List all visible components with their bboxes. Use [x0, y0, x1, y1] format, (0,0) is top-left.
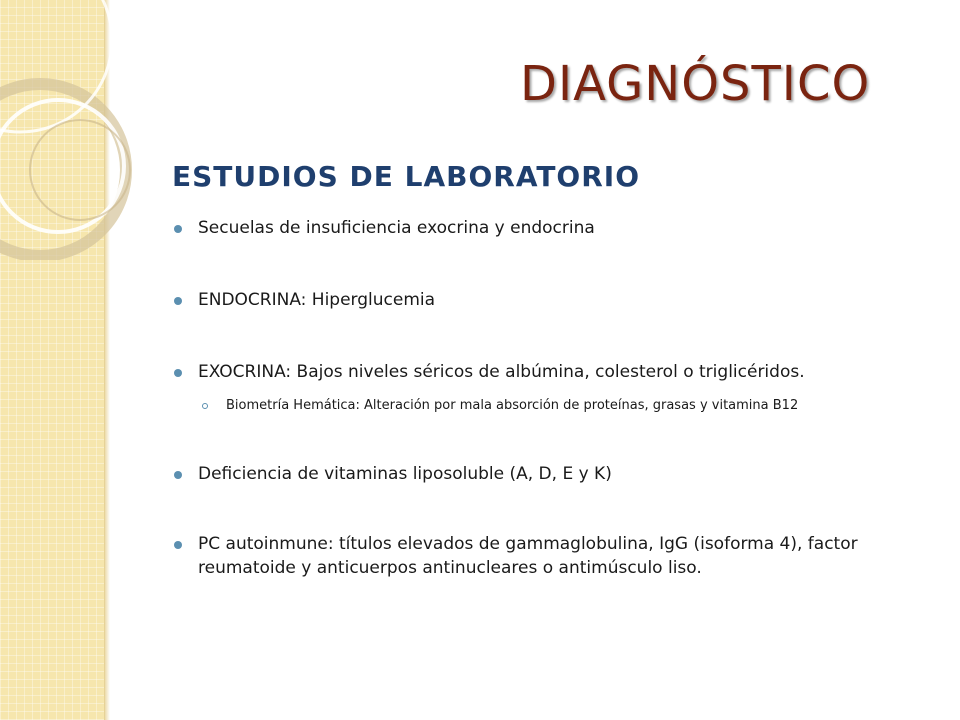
filled-circle-bullet-icon — [174, 369, 182, 377]
bullet-text: Deficiencia de vitaminas liposoluble (A, D, E y K) — [198, 464, 612, 484]
slide-title: DIAGNÓSTICO — [520, 56, 871, 112]
hollow-circle-bullet-icon — [202, 403, 208, 409]
sub-list-item — [200, 396, 798, 416]
section-subtitle: ESTUDIOS DE LABORATORIO — [172, 160, 641, 193]
sub-bullet-text: Biometría Hemática: Alteración por mala absorción de proteínas, grasas y vitamina B12 — [226, 398, 799, 413]
bullet-text: ENDOCRINA: Hiperglucemia — [198, 290, 436, 310]
list-item — [172, 216, 595, 240]
bullet-text: Secuelas de insuficiencia exocrina y endocrina — [198, 218, 595, 238]
side-panel-shadow — [104, 0, 110, 720]
list-item — [172, 288, 435, 312]
list-item — [172, 462, 612, 486]
filled-circle-bullet-icon — [174, 225, 182, 233]
filled-circle-bullet-icon — [174, 471, 182, 479]
bullet-text: EXOCRINA: Bajos niveles séricos de albúmina, colesterol o triglicéridos. — [198, 362, 805, 382]
list-item — [172, 532, 918, 580]
side-panel-texture — [0, 0, 105, 720]
bullet-text: PC autoinmune: títulos elevados de gammaglobulina, IgG (isoforma 4), factor reumatoide y anticuerpos antinucleares o antimúsculo liso. — [198, 534, 858, 578]
filled-circle-bullet-icon — [174, 541, 182, 549]
list-item — [172, 360, 938, 384]
filled-circle-bullet-icon — [174, 297, 182, 305]
